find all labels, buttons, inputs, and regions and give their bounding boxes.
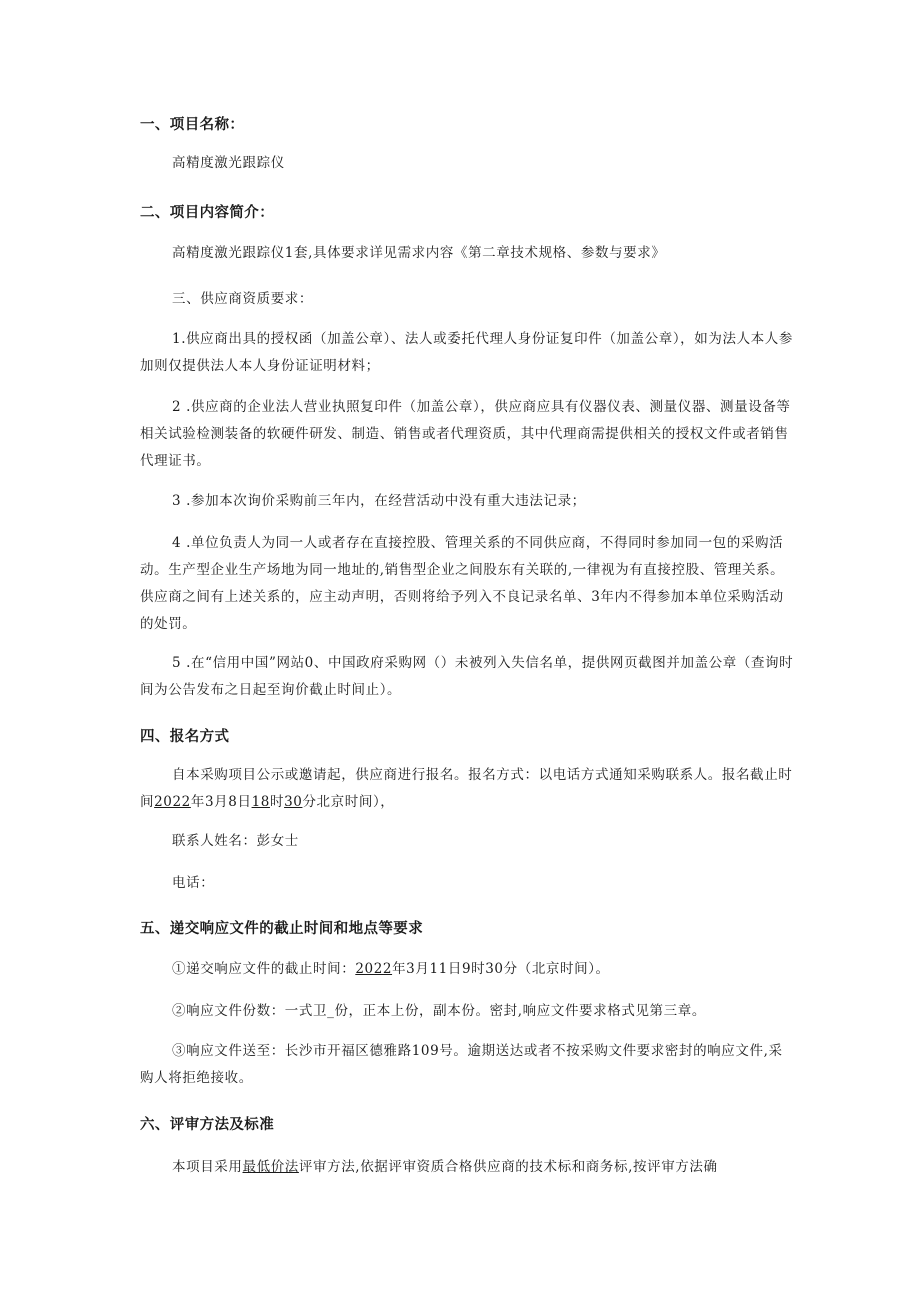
registration-year: 2022 <box>154 794 191 810</box>
section-heading-evaluation: 六、评审方法及标准 <box>140 1117 275 1133</box>
project-name-text: 高精度激光跟踪仪 <box>172 155 285 171</box>
contact-name: 联系人姓名：彭女士 <box>172 833 299 849</box>
submission-deadline-year: 2022 <box>355 961 393 977</box>
qualification-item-2: 2 .供应商的企业法人营业执照复印件（加盖公章），供应商应具有仪器仪表、测量仪器、测量设备等相关试验检测装备的软硬件研发、制造、销售或者代理资质，其中代理商需提供相关的授权文件或者销售代理证书。 <box>140 399 791 469</box>
section-heading-project-summary: 二、项目内容简介： <box>140 205 275 221</box>
section-heading-supplier-qualification: 三、供应商资质要求： <box>172 291 313 307</box>
qualification-item-3: 3 .参加本次询价采购前三年内，在经营活动中没有重大违法记录； <box>172 493 586 509</box>
registration-hour: 18 <box>251 794 270 810</box>
submission-copies: ②响应文件份数：一式卫_份，正本上份，副本份。密封,响应文件要求格式见第三章。 <box>172 1003 706 1019</box>
contact-phone: 电话： <box>172 875 215 891</box>
section-heading-project-name: 一、项目名称： <box>140 117 245 133</box>
registration-text-pre: 自本采购项目公示或邀请起，供应商进行报名。报名方式：以电话方式通知采购联系人。报名截止时间 <box>140 767 793 810</box>
project-summary-text: 高精度激光跟踪仪1套,具体要求详见需求内容《第二章技术规格、参数与要求》 <box>172 245 666 261</box>
qualification-item-5: 5 .在“信用中国”网站0、中国政府采购网（）未被列入失信名单，提供网页截图并加盖公章（查询时间为公告发布之日起至询价截止时间止）。 <box>140 655 794 698</box>
registration-text <box>140 762 795 816</box>
registration-date: 年3月8日 <box>190 794 252 810</box>
evaluation-text-post: 评审方法,依据评审资质合格供应商的技术标和商务标,按评审方法确 <box>298 1159 718 1175</box>
submission-deadline <box>140 956 795 983</box>
section-heading-submission: 五、递交响应文件的截止时间和地点等要求 <box>140 921 424 937</box>
registration-tail: 分北京时间）， <box>302 794 395 810</box>
registration-minute: 30 <box>284 794 303 810</box>
submission-deadline-pre: ①递交响应文件的截止时间： <box>172 961 356 977</box>
section-heading-registration: 四、报名方式 <box>140 729 230 745</box>
submission-deadline-post: 年3月11日9时30分（北京时间）。 <box>392 961 610 977</box>
evaluation-method: 最低价法 <box>242 1159 299 1175</box>
qualification-item-1: 1.供应商出具的授权函（加盖公章）、法人或委托代理人身份证复印件（加盖公章），如为法人本人参加则仅提供法人本人身份证证明材料； <box>140 331 793 374</box>
submission-address: ③响应文件送至：长沙市开福区德雅路109号。逾期送达或者不按采购文件要求密封的响应文件,采购人将拒绝接收。 <box>140 1043 783 1086</box>
registration-hour-unit: 时 <box>269 794 285 810</box>
evaluation-text <box>140 1154 795 1181</box>
qualification-item-4: 4 .单位负责人为同一人或者存在直接控股、管理关系的不同供应商，不得同时参加同一包的采购活动。生产型企业生产场地为同一地址的,销售型企业之间股东有关联的,一律视为有直接控股、管理关系。供应商之间有上述关系的，应主动声明，否则将给予列入不良记录名单、3年内不得参加本单位采购活动的处罚。 <box>140 535 785 632</box>
evaluation-text-pre: 本项目采用 <box>172 1159 243 1175</box>
